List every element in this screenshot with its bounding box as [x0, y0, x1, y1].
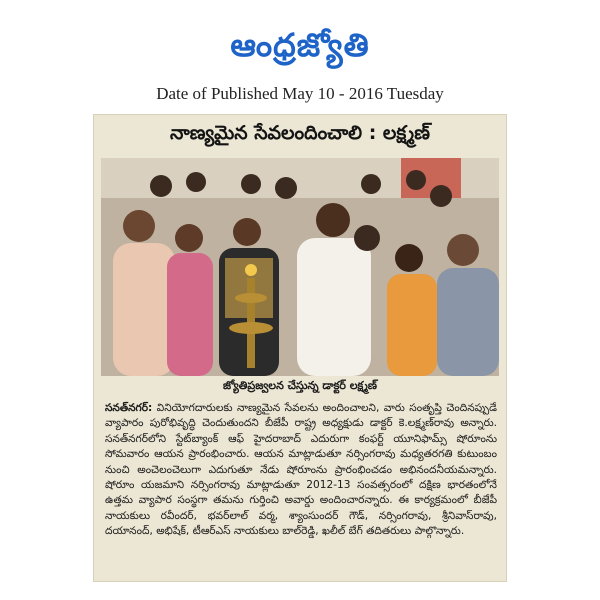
article-headline: నాణ్యమైన సేవలందించాలి : లక్ష్మణ్: [170, 122, 430, 144]
event-photo: [101, 158, 499, 376]
article-body-text: వినియోగదారులకు నాణ్యమైన సేవలను అందించాలని, వారు సంతృప్తి చెందినప్పుడే వ్యాపారం పురోభివృద్ధి చెందుతుందని బీజేపీ రాష్ట్ర అధ్యక్షుడు డాక్టర్ కె.లక్ష్మణ్‌రావు అన్నారు. సనత్‌నగర్‌లోని స్టేట్‌బ్యాంక్ ఆఫ్ హైదరాబాద్ ఎదురుగా కంఫర్ట్ యూనిఫామ్స్ షోరూంను సోమవారం ఆయన ప్రారంభించారు. ఆయన మాట్లాడుతూ నర్సింగరావు మధ్యతరగతి కుటుంబం నుంచి అంచెలంచెలుగా ఎదుగుతూ నేడు షోరూంను ప్రారంభించడం అభినందనీయమన్నారు. షోరూం యజమాని నర్సింగరావు మాట్లాడుతూ 2012-13 సంవత్సరంలో దక్షిణ భారతంలోనే ఉత్తమ వ్యాపార సంస్థగా తమను గుర్తించి అవార్డు అందించారన్నారు. ఈ కార్యక్రమంలో బీజేపీ నాయకులు రవీందర్, భవర్‌లాల్ వర్మ, శ్యాంసుందర్ గౌడ్, నర్సింగరావు, శ్రీనివాస్‌రావు, దయానంద్, అభిషేక్, టీఆర్ఎస్ నాయకులు బాల్‌రెడ్డి, ఖలీల్ బేగ్ తదితరులు పాల్గొన్నారు.: [105, 402, 497, 538]
news-clipping: [93, 114, 507, 582]
publication-date: Date of Published May 10 - 2016 Tuesday: [156, 84, 444, 103]
lamp-lighting-photo: [101, 158, 499, 376]
photo-caption: జ్యోతిప్రజ్వలన చేస్తున్న డాక్టర్ లక్ష్మణ్: [223, 379, 377, 392]
article-dateline: సనత్‌నగర్:: [105, 402, 153, 414]
newspaper-masthead: ఆంధ్రజ్యోతి: [230, 26, 370, 64]
article-body: [105, 401, 497, 540]
